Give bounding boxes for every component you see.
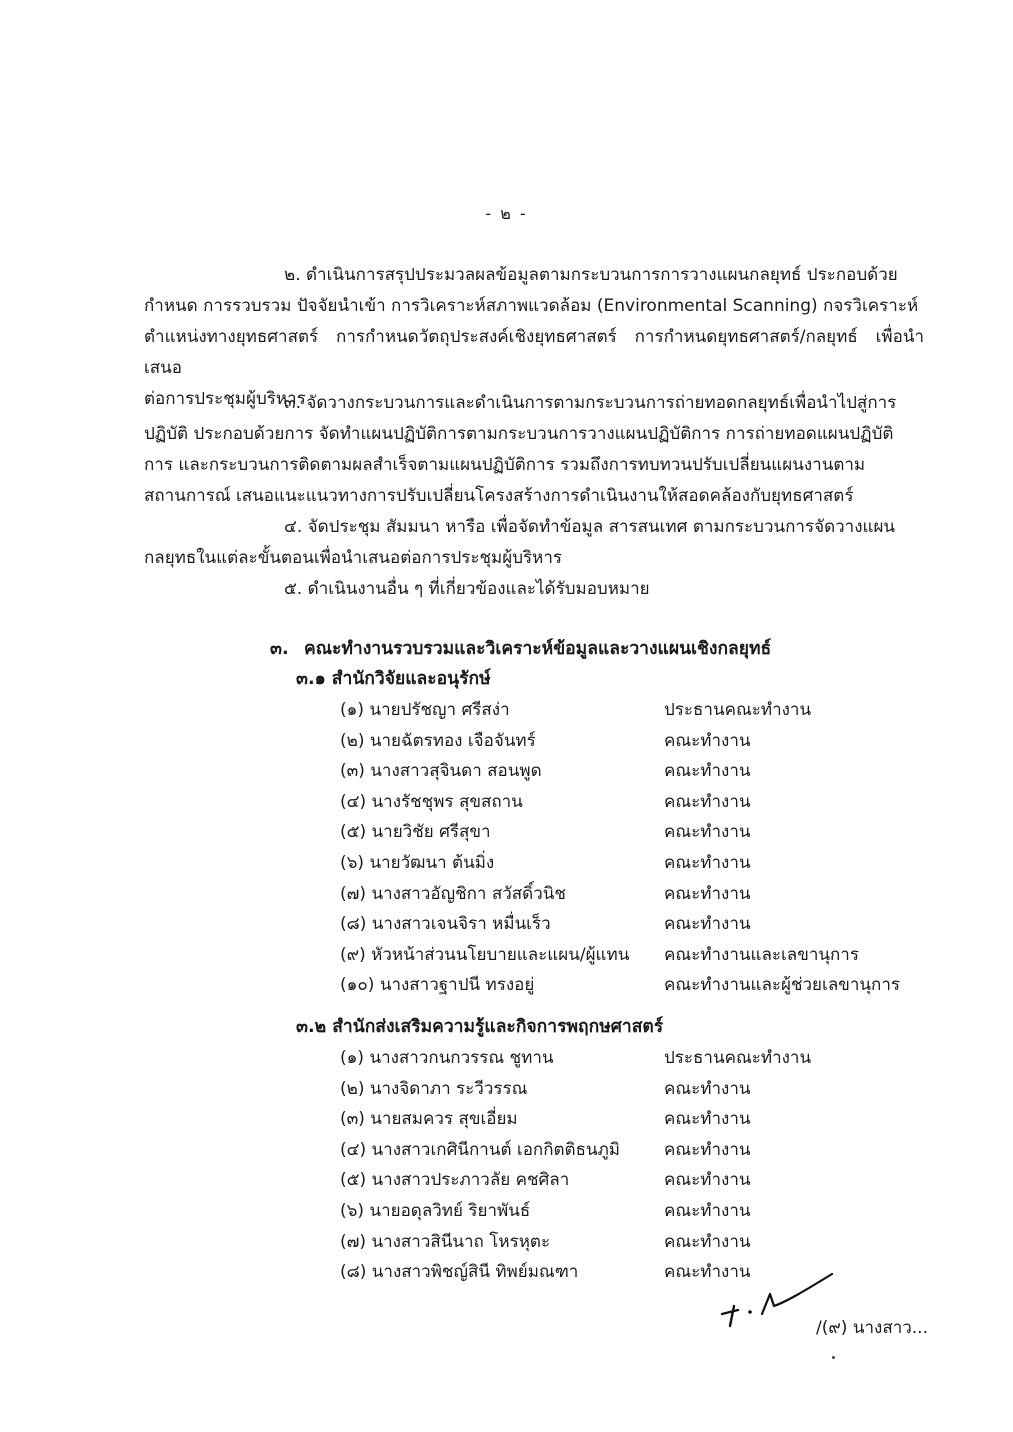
member-row (340, 695, 920, 726)
member-row (340, 1074, 920, 1105)
member-name: (๔) นางรัชชุพร สุขสถาน (340, 791, 523, 812)
member-role: คณะทำงาน (664, 761, 751, 782)
member-role: คณะทำงาน (664, 883, 751, 904)
member-name: (๓) นางสาวสุจินดา สอนพูด (340, 761, 542, 782)
paragraph-line: ๓. จัดวางกระบวนการและดำเนินการตามกระบวนการถ่ายทอดกลยุทธ์เพื่อนำไปสู่การ (284, 393, 897, 413)
member-name: (๙) หัวหน้าส่วนนโยบายและแผน/ผู้แทน (340, 944, 630, 965)
paragraph-line: กลยุทธในแต่ละขั้นตอนเพื่อนำเสนอต่อการประชุมผู้บริหาร (144, 548, 563, 568)
member-row (340, 940, 920, 971)
subsection-title: ๓.๑ สำนักวิจัยและอนุรักษ์ (296, 669, 491, 689)
member-role: คณะทำงาน (664, 914, 751, 935)
paragraph-line: ตำแหน่งทางยุทธศาสตร์ การกำหนดวัตถุประสงค์เชิงยุทธศาสตร์ การกำหนดยุทธศาสตร์/กลยุทธ์ เพื่อนำเสนอ (144, 327, 924, 378)
member-name: (๕) นางสาวประภาวลัย คชศิลา (340, 1170, 570, 1191)
member-row (340, 879, 920, 910)
member-row (340, 1104, 920, 1135)
member-role: ประธานคณะทำงาน (664, 1048, 812, 1068)
member-role: คณะทำงาน (664, 1170, 751, 1191)
member-row (340, 1227, 920, 1258)
member-name: (๘) นางสาวพิชญ์สินี ทิพย์มณฑา (340, 1262, 579, 1283)
member-name: (๕) นายวิชัย ศรีสุขา (340, 822, 491, 843)
section-heading (270, 634, 771, 665)
member-row (340, 909, 920, 940)
section-title: คณะทำงานรวบรวมและวิเคราะห์ข้อมูลและวางแผนเชิงกลยุทธ์ (304, 639, 772, 659)
member-name: (๒) นายฉัตรทอง เจือจันทร์ (340, 730, 536, 751)
member-name: (๖) นายวัฒนา ต้นมิ่ง (340, 852, 495, 873)
member-role: คณะทำงาน (664, 1139, 751, 1160)
member-role: คณะทำงาน (664, 852, 751, 873)
member-role: คณะทำงาน (664, 1109, 751, 1130)
member-list (340, 695, 920, 1001)
member-name: (๓) นายสมควร สุขเอี่ยม (340, 1109, 518, 1130)
paragraph-5: ๕. ดำเนินงานอื่น ๆ ที่เกี่ยวข้องและได้รับมอบหมาย (284, 579, 650, 599)
paragraph-line: ต่อการประชุมผู้บริหาร (144, 389, 306, 409)
subsection-title: ๓.๒ สำนักส่งเสริมความรู้และกิจการพฤกษศาสตร์ (296, 1017, 664, 1037)
member-role: คณะทำงาน (664, 1231, 751, 1252)
member-row (340, 848, 920, 879)
paragraph-line: ปฏิบัติ ประกอบด้วยการ จัดทำแผนปฏิบัติการตามกระบวนการวางแผนปฏิบัติการ การถ่ายทอดแผนปฏิบัติ (144, 424, 894, 444)
section-number: ๓. (270, 639, 289, 659)
member-role: คณะทำงาน (664, 1262, 751, 1283)
member-name: (๗) นางสาวสินีนาถ โหรหุตะ (340, 1231, 551, 1252)
paragraph-3 (144, 388, 924, 512)
paragraph-line: กำหนด การรวบรวม ปัจจัยนำเข้า การวิเคราะห์สภาพแวดล้อม (Environmental Scanning) กจรวิเคราะห์ (144, 296, 919, 316)
member-row (340, 1165, 920, 1196)
page-number: - ๒ - (485, 204, 528, 223)
member-row (340, 1043, 920, 1074)
paragraph-line: ๔. จัดประชุม สัมมนา หารือ เพื่อจัดทำข้อมูล สารสนเทศ ตามกระบวนการจัดวางแผน (284, 517, 896, 537)
member-name: (๑) นายปรัชญา ศรีสง่า (340, 700, 510, 720)
member-name: (๔) นางสาวเกศินีกานต์ เอกกิตติธนภูมิ (340, 1139, 620, 1160)
member-row (340, 787, 920, 818)
paragraph-line: การ และกระบวนการติดตามผลสำเร็จตามแผนปฏิบัติการ รวมถึงการทบทวนปรับเปลี่ยนแผนงานตาม (144, 455, 866, 475)
member-row (340, 726, 920, 757)
member-name: (๘) นางสาวเจนจิรา หมื่นเร็ว (340, 914, 551, 935)
member-list (340, 1043, 920, 1288)
member-row (340, 1196, 920, 1227)
member-role: คณะทำงานและผู้ช่วยเลขานุการ (664, 975, 900, 996)
member-row (340, 970, 920, 1001)
member-name: (๗) นางสาวอัญชิกา สวัสดิ์วนิช (340, 883, 566, 904)
member-role: คณะทำงาน (664, 1200, 751, 1221)
paragraph-4 (144, 512, 924, 574)
continuation-note: /(๙) นางสาว... (816, 1318, 928, 1338)
member-role: คณะทำงาน (664, 822, 751, 843)
member-role: ประธานคณะทำงาน (664, 700, 812, 720)
member-role: คณะทำงาน (664, 1078, 751, 1099)
paragraph-line: ๒. ดำเนินการสรุปประมวลผลข้อมูลตามกระบวนการการวางแผนกลยุทธ์ ประกอบด้วย (284, 265, 898, 285)
member-name: (๑) นางสาวกนกวรรณ ชูทาน (340, 1048, 554, 1068)
member-row (340, 756, 920, 787)
paragraph-line: สถานการณ์ เสนอแนะแนวทางการปรับเปลี่ยนโครงสร้างการดำเนินงานให้สอดคล้องกับยุทธศาสตร์ (144, 486, 854, 506)
member-role: คณะทำงานและเลขานุการ (664, 944, 859, 965)
member-name: (๒) นางจิดาภา ระวีวรรณ (340, 1078, 528, 1099)
stray-mark (832, 1356, 835, 1359)
member-role: คณะทำงาน (664, 730, 751, 751)
member-row (340, 1135, 920, 1166)
member-role: คณะทำงาน (664, 791, 751, 812)
member-row (340, 817, 920, 848)
member-name: (๖) นายอดุลวิทย์ ริยาพันธ์ (340, 1200, 531, 1221)
member-name: (๑๐) นางสาวฐาปนี ทรงอยู่ (340, 975, 535, 996)
